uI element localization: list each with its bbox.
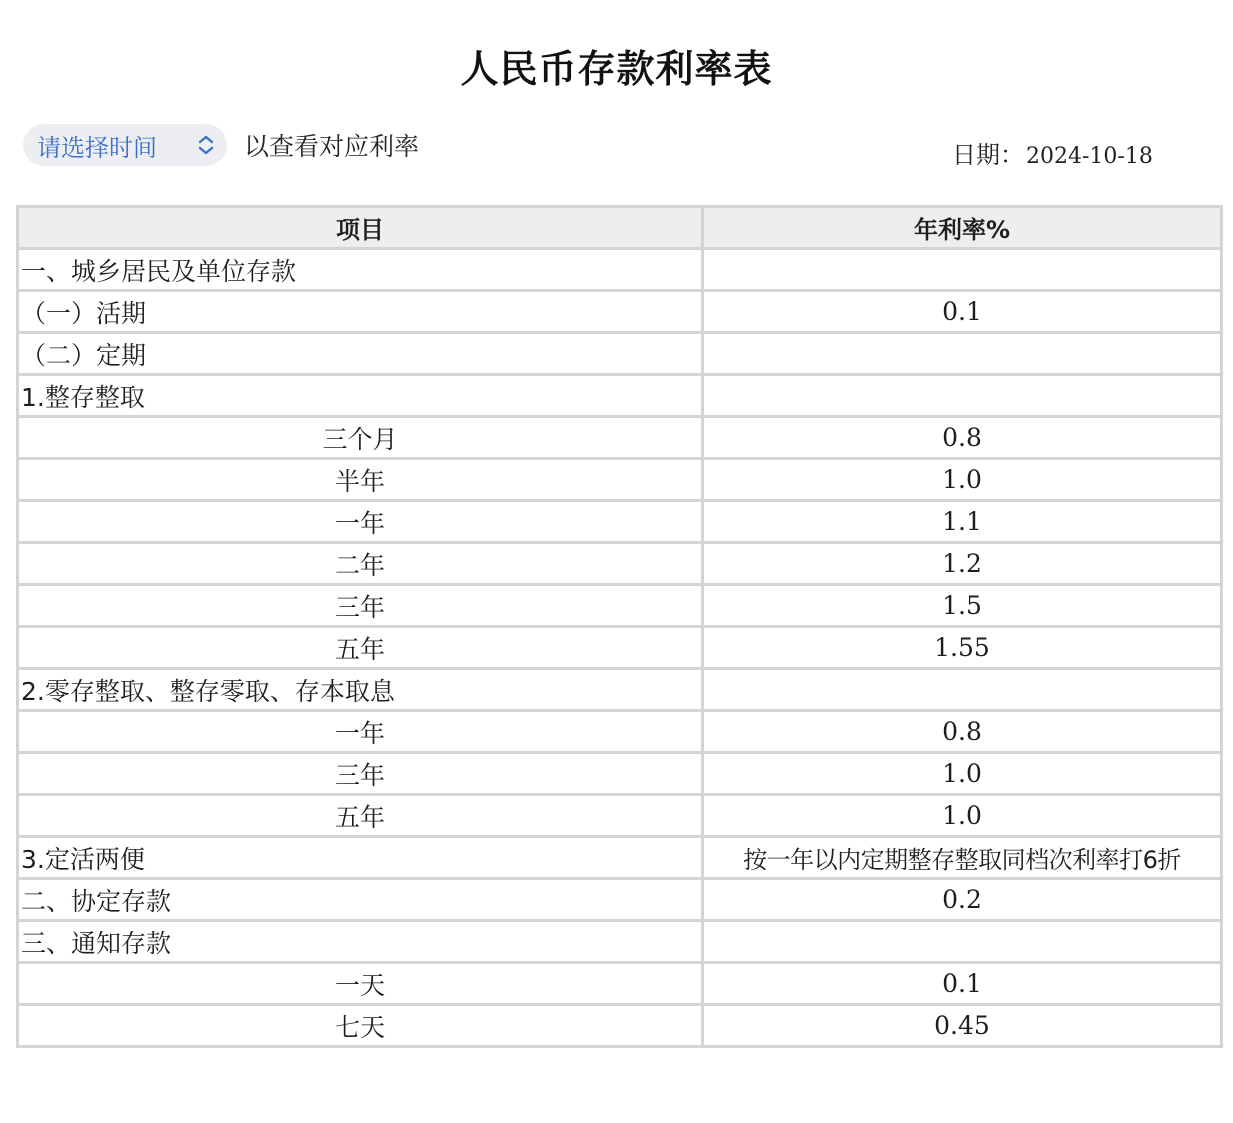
row-rate: 1.5 xyxy=(703,585,1222,627)
row-rate: 1.1 xyxy=(703,501,1222,543)
table-row xyxy=(18,333,1222,375)
time-select-placeholder: 请选择时间 xyxy=(37,133,157,162)
row-label: 三个月 xyxy=(18,417,703,459)
row-label: 一年 xyxy=(18,501,703,543)
row-rate xyxy=(703,249,1222,291)
table-row xyxy=(18,795,1222,837)
rate-table xyxy=(16,205,1223,1048)
row-rate xyxy=(703,375,1222,417)
row-rate xyxy=(703,921,1222,963)
table-row xyxy=(18,711,1222,753)
row-rate: 1.55 xyxy=(703,627,1222,669)
row-label: 1.整存整取 xyxy=(18,375,703,417)
row-rate: 0.1 xyxy=(703,291,1222,333)
row-label: 半年 xyxy=(18,459,703,501)
row-label: （一）活期 xyxy=(18,291,703,333)
row-rate: 1.0 xyxy=(703,753,1222,795)
row-label: 三、通知存款 xyxy=(18,921,703,963)
table-row xyxy=(18,963,1222,1005)
row-rate xyxy=(703,669,1222,711)
table-row xyxy=(18,585,1222,627)
row-label: 三年 xyxy=(18,585,703,627)
row-rate: 1.0 xyxy=(703,459,1222,501)
header-item: 项目 xyxy=(18,207,703,249)
row-label: 七天 xyxy=(18,1005,703,1047)
row-label: 五年 xyxy=(18,795,703,837)
row-label: 一年 xyxy=(18,711,703,753)
table-row xyxy=(18,501,1222,543)
table-row xyxy=(18,921,1222,963)
row-label: 2.零存整取、整存零取、存本取息 xyxy=(18,669,703,711)
row-rate: 0.8 xyxy=(703,711,1222,753)
table-row xyxy=(18,753,1222,795)
row-rate: 0.8 xyxy=(703,417,1222,459)
row-rate: 0.1 xyxy=(703,963,1222,1005)
header-rate: 年利率% xyxy=(703,207,1222,249)
table-row xyxy=(18,879,1222,921)
time-select[interactable] xyxy=(23,124,227,166)
select-hint-text: 以查看对应利率 xyxy=(244,132,420,161)
table-row xyxy=(18,459,1222,501)
row-label: 五年 xyxy=(18,627,703,669)
date-display xyxy=(952,135,1153,170)
row-label: 二年 xyxy=(18,543,703,585)
table-row xyxy=(18,249,1222,291)
row-rate xyxy=(703,333,1222,375)
row-label: 一、城乡居民及单位存款 xyxy=(18,249,703,291)
row-rate: 0.2 xyxy=(703,879,1222,921)
table-row xyxy=(18,627,1222,669)
row-rate: 1.2 xyxy=(703,543,1222,585)
row-label: （二）定期 xyxy=(18,333,703,375)
table-row xyxy=(18,291,1222,333)
row-label: 二、协定存款 xyxy=(18,879,703,921)
page-title: 人民币存款利率表 xyxy=(460,47,773,91)
table-row xyxy=(18,543,1222,585)
chevron-updown-icon xyxy=(195,131,217,159)
table-row xyxy=(18,417,1222,459)
row-label: 一天 xyxy=(18,963,703,1005)
table-row xyxy=(18,837,1222,879)
row-rate: 按一年以内定期整存整取同档次利率打6折 xyxy=(703,837,1222,879)
table-row xyxy=(18,1005,1222,1047)
row-rate: 1.0 xyxy=(703,795,1222,837)
table-row xyxy=(18,669,1222,711)
row-rate: 0.45 xyxy=(703,1005,1222,1047)
row-label: 3.定活两便 xyxy=(18,837,703,879)
date-label: 日期： xyxy=(952,141,1024,169)
table-header-row xyxy=(18,207,1222,249)
table-row xyxy=(18,375,1222,417)
row-label: 三年 xyxy=(18,753,703,795)
date-value: 2024-10-18 xyxy=(1026,144,1153,169)
